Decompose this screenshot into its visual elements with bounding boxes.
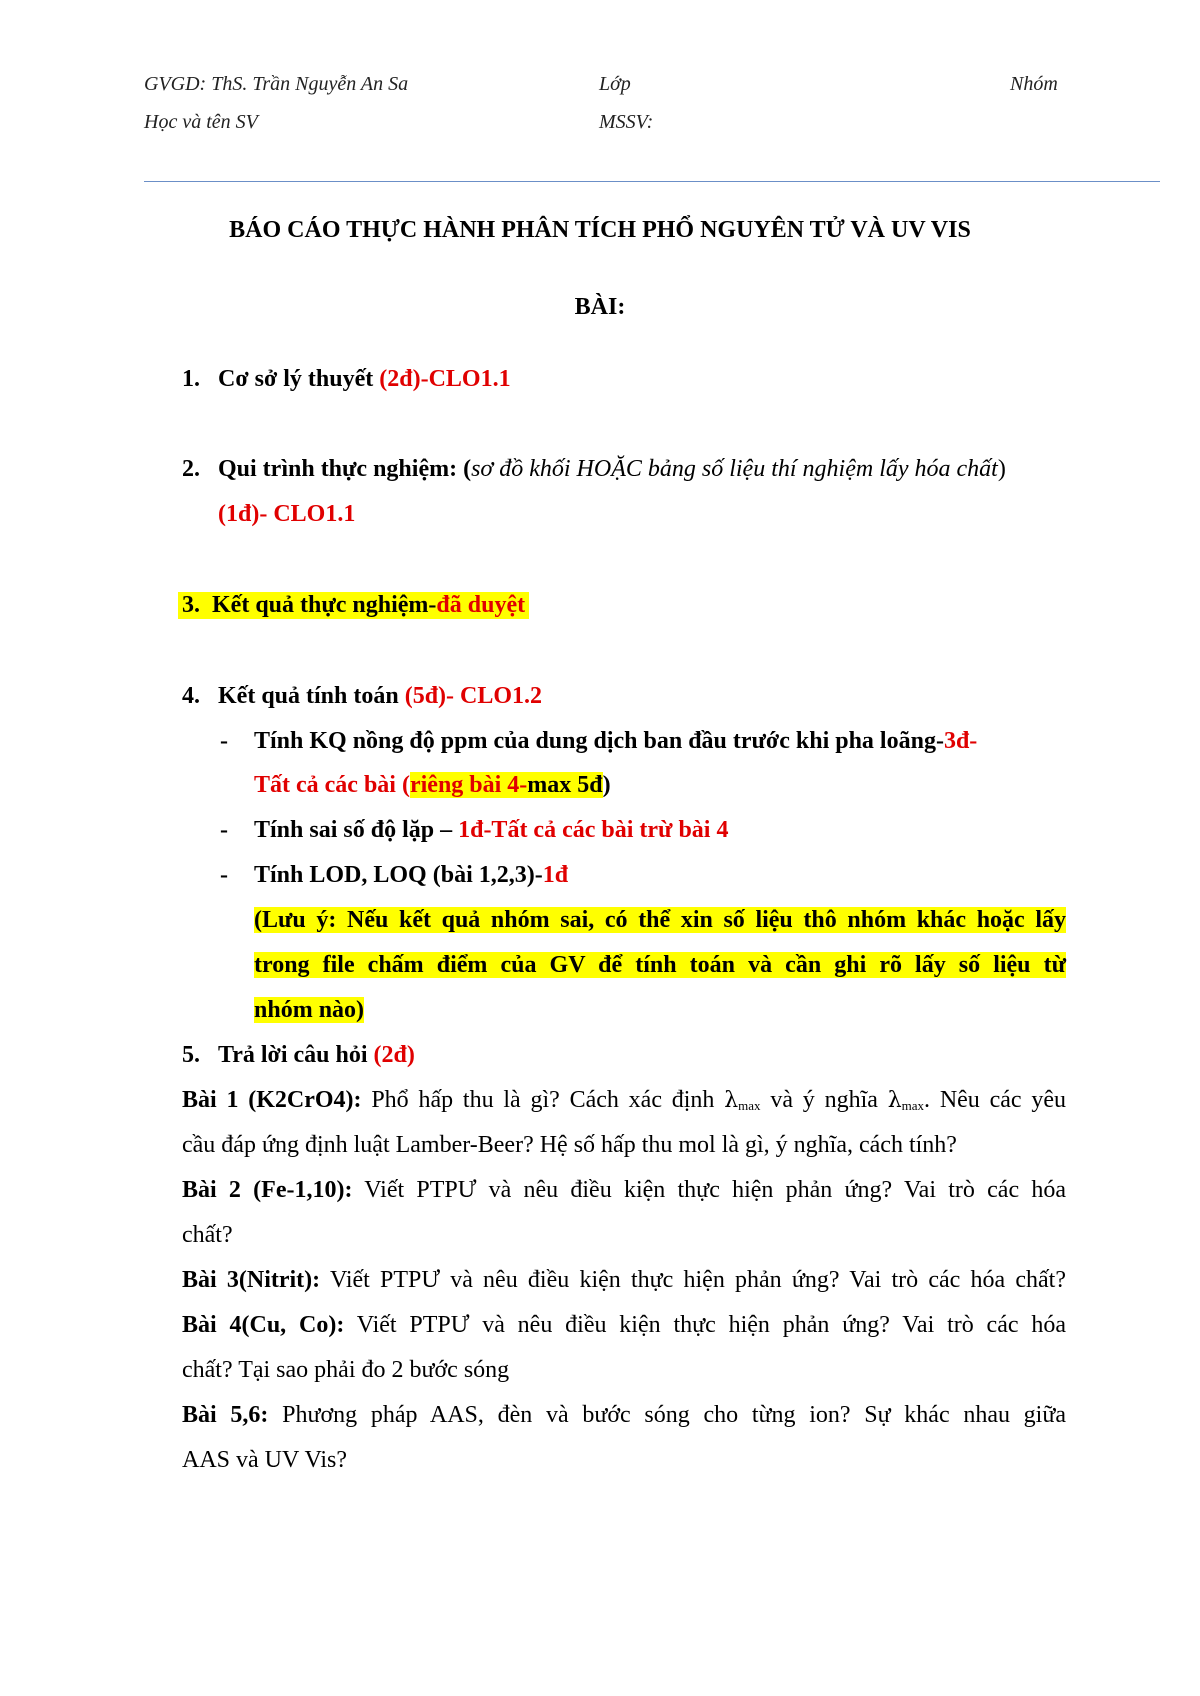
section-1-number: 1. (182, 366, 200, 392)
note-line-3: nhóm nào) (254, 997, 365, 1023)
group-label: Nhóm (1010, 73, 1058, 95)
question-4-line-1: Bài 4(Cu, Co): Viết PTPƯ và nêu điều kiện thực hiện phản ứng? Vai trò các hóa (182, 1312, 1066, 1338)
section-2 (218, 456, 1006, 483)
section-5-score: (2đ) (373, 1042, 415, 1068)
bullet-1-text: Tính KQ nồng độ ppm của dung dịch ban đầu trước khi pha loãng- (254, 728, 944, 754)
section-4-label: Kết quả tính toán (218, 683, 405, 709)
question-5-line-1: Bài 5,6: Phương pháp AAS, đèn và bước sóng cho từng ion? Sự khác nhau giữa (182, 1402, 1067, 1428)
section-3-label: Kết quả thực nghiệm- (212, 592, 437, 618)
section-2-score: (1đ)- CLO1.1 (218, 501, 356, 527)
question-2-label: Bài 2 (Fe-1,10): (182, 1177, 353, 1203)
section-1-score: (2đ)-CLO1.1 (379, 366, 511, 392)
section-2-number: 2. (182, 456, 200, 482)
instructor-label: GVGD: ThS. Trần Nguyễn An Sa (144, 73, 409, 95)
bullet-1 (254, 728, 977, 755)
bullet-2 (254, 817, 728, 844)
section-3-number: 3. (182, 592, 200, 618)
page-subtitle: BÀI: (574, 294, 626, 320)
bullet-3-dash: - (220, 862, 228, 888)
question-2-line-1: Bài 2 (Fe-1,10): Viết PTPƯ và nêu điều kiện thực hiện phản ứng? Vai trò các hóa (182, 1177, 1066, 1203)
section-1 (218, 366, 511, 393)
question-1-line-1: Bài 1 (K2CrO4): Phổ hấp thu là gì? Cách xác định $\lambda_{max}$ và ý nghĩa $\lambda_{max}$. Nêu các yêu (182, 1087, 1066, 1113)
question-2-line-2: chất? (182, 1222, 233, 1248)
section-4-score: (5đ)- CLO1.2 (404, 683, 543, 709)
bullet-2-text: Tính sai số độ lặp – (254, 817, 459, 843)
student-name-label: Học và tên SV (144, 111, 258, 133)
question-1-line-2: cầu đáp ứng định luật Lamber-Beer? Hệ số hấp thu mol là gì, ý nghĩa, cách tính? (182, 1132, 957, 1158)
bullet-1-line2 (254, 772, 611, 799)
question-1-label: Bài 1 (K2CrO4): (182, 1087, 362, 1113)
question-5-line-2: AAS và UV Vis? (182, 1447, 348, 1473)
section-5 (218, 1042, 415, 1069)
section-4-number: 4. (182, 683, 200, 709)
bullet-1-score: 3đ- (943, 728, 978, 754)
bullet-1-close: ) (602, 772, 611, 798)
bullet-1-exception: riêng bài 4- (409, 772, 528, 798)
bullet-3 (254, 862, 568, 889)
question-3-label: Bài 3(Nitrit): (182, 1267, 321, 1293)
bullet-2-dash: - (220, 817, 228, 843)
bullet-3-text: Tính LOD, LOQ (bài 1,2,3)- (254, 862, 543, 888)
section-3-status: đã duyệt (436, 592, 526, 618)
section-3 (178, 592, 529, 619)
class-label: Lớp (599, 73, 631, 95)
student-id-label: MSSV: (599, 111, 654, 133)
bullet-1-all: Tất cả các bài ( (254, 772, 410, 798)
note-line-2: trong file chấm điểm của GV để tính toán và cần ghi rõ lấy số liệu từ (254, 952, 1066, 978)
section-1-label: Cơ sở lý thuyết (218, 366, 380, 392)
question-5-label: Bài 5,6: (182, 1402, 269, 1428)
bullet-2-score: 1đ-Tất cả các bài trừ bài 4 (458, 817, 729, 843)
bullet-3-score: 1đ (542, 862, 569, 888)
section-5-label: Trả lời câu hỏi (218, 1042, 374, 1068)
section-4 (218, 683, 542, 710)
section-2-label: Qui trình thực nghiệm: ( (218, 456, 472, 482)
question-4-label: Bài 4(Cu, Co): (182, 1312, 345, 1338)
section-2-note: sơ đồ khối HOẶC bảng số liệu thí nghiệm lấy hóa chất (471, 456, 998, 482)
bullet-1-dash: - (220, 728, 228, 754)
note-line-1: (Lưu ý: Nếu kết quả nhóm sai, có thể xin số liệu thô nhóm khác hoặc lấy (254, 907, 1066, 933)
section-5-number: 5. (182, 1042, 200, 1068)
section-2-close: ) (997, 456, 1006, 482)
bullet-1-max: max 5đ (527, 772, 603, 798)
header-divider (144, 181, 1160, 182)
page-title: BÁO CÁO THỰC HÀNH PHÂN TÍCH PHỔ NGUYÊN TỬ VÀ UV VIS (229, 217, 971, 243)
question-3-line-1: Bài 3(Nitrit): Viết PTPƯ và nêu điều kiện thực hiện phản ứng? Vai trò các hóa chất? (182, 1267, 1066, 1293)
question-4-line-2: chất? Tại sao phải đo 2 bước sóng (182, 1357, 510, 1383)
